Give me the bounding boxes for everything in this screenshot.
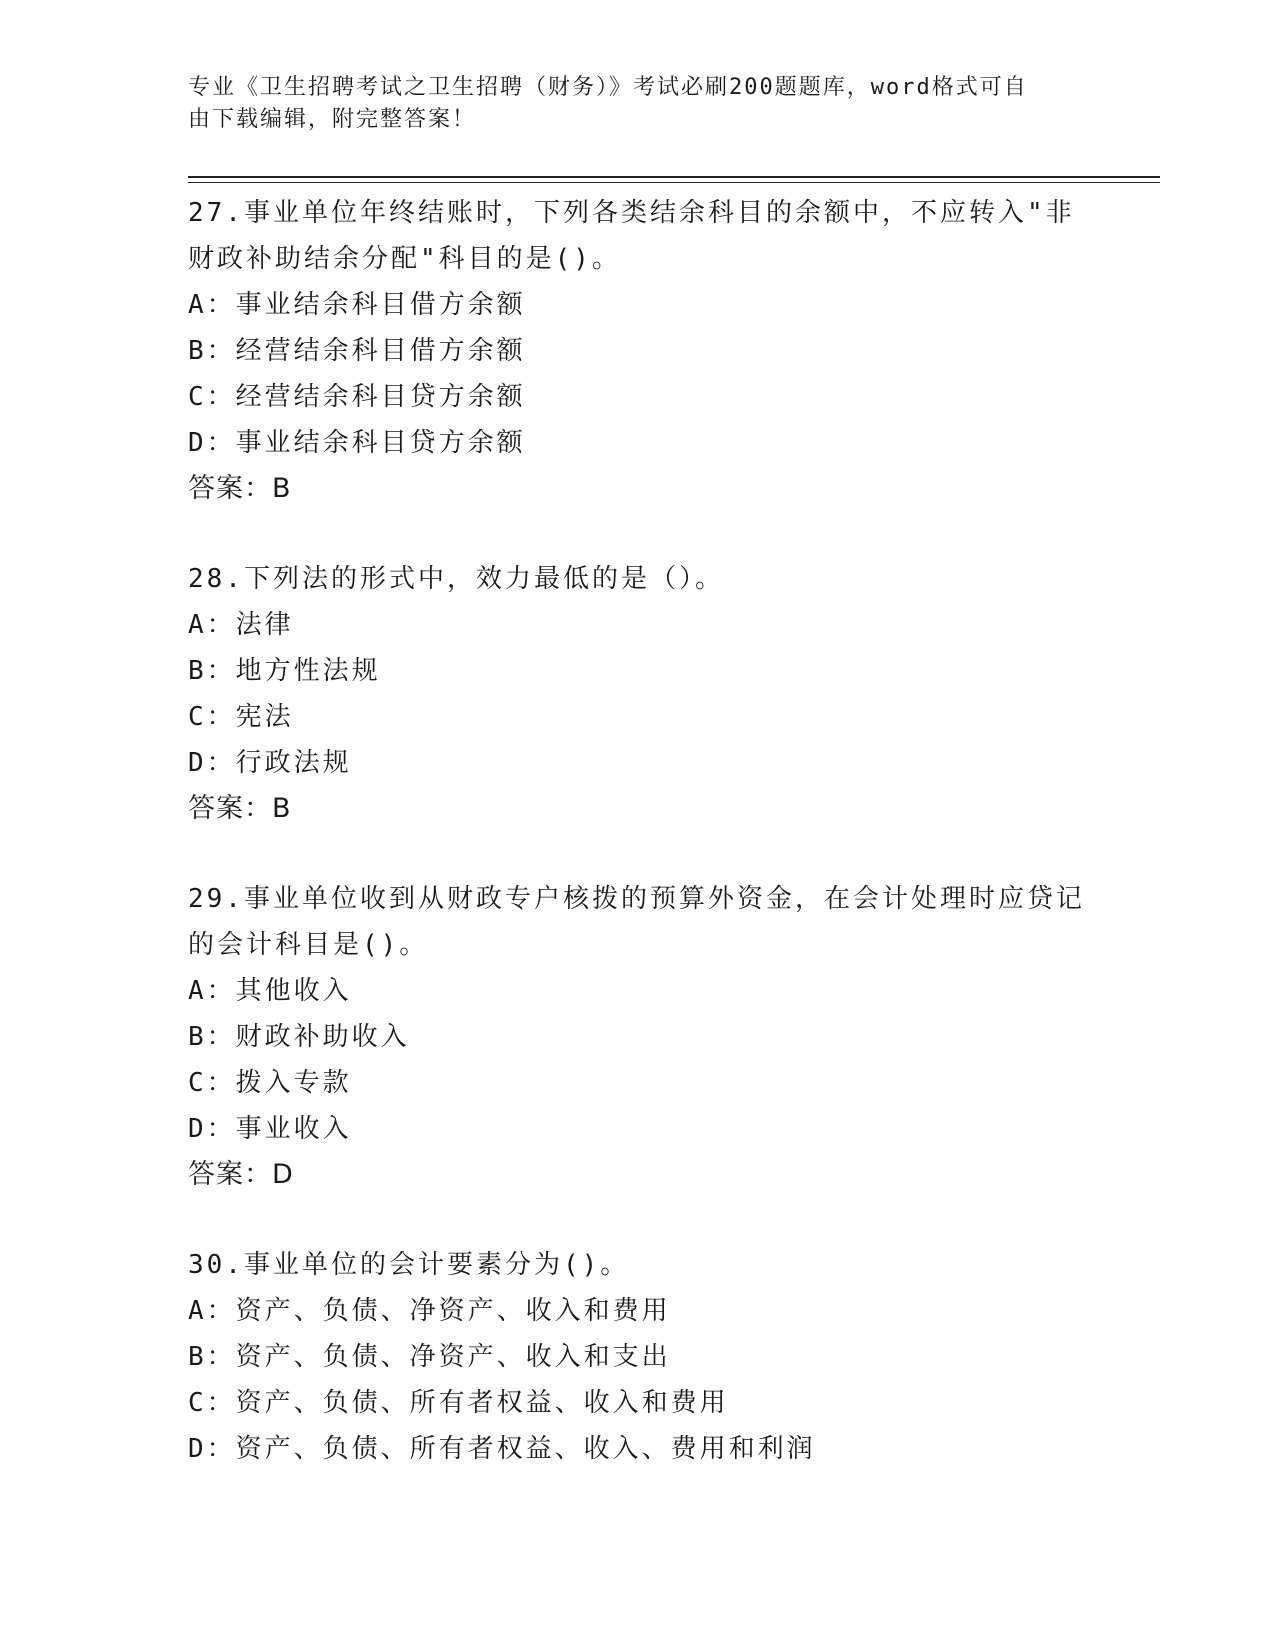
option-c: C：宪法 bbox=[188, 702, 294, 732]
question-stem-line: 财政补助结余分配"科目的是()。 bbox=[188, 244, 621, 274]
option-a: A：其他收入 bbox=[188, 976, 352, 1006]
header-line-1: 专业《卫生招聘考试之卫生招聘（财务）》考试必刷200题题库，word格式可自 bbox=[188, 75, 1028, 100]
option-b: B：财政补助收入 bbox=[188, 1022, 410, 1052]
option-b: B：经营结余科目借方余额 bbox=[188, 336, 526, 366]
option-c: C：资产、负债、所有者权益、收入和费用 bbox=[188, 1388, 729, 1418]
option-b: B：资产、负债、净资产、收入和支出 bbox=[188, 1342, 671, 1372]
option-d: D：事业结余科目贷方余额 bbox=[188, 428, 526, 458]
question-27 bbox=[188, 190, 1088, 512]
answer-text: 答案：B bbox=[188, 473, 292, 504]
question-stem-line: 30.事业单位的会计要素分为()。 bbox=[188, 1250, 630, 1280]
option-d: D：资产、负债、所有者权益、收入、费用和利润 bbox=[188, 1434, 816, 1464]
option-d: D：事业收入 bbox=[188, 1114, 352, 1144]
question-stem-line: 28.下列法的形式中，效力最低的是（）。 bbox=[188, 564, 724, 594]
document-header bbox=[188, 72, 1068, 136]
answer-text: 答案：B bbox=[188, 793, 292, 824]
option-c: C：经营结余科目贷方余额 bbox=[188, 382, 526, 412]
option-d: D：行政法规 bbox=[188, 748, 352, 778]
option-c: C：拨入专款 bbox=[188, 1068, 352, 1098]
option-a: A：法律 bbox=[188, 610, 294, 640]
option-a: A：事业结余科目借方余额 bbox=[188, 290, 526, 320]
question-28 bbox=[188, 556, 1088, 832]
answer-text: 答案：D bbox=[188, 1159, 294, 1190]
header-line-2: 由下载编辑，附完整答案！ bbox=[188, 107, 477, 132]
question-29 bbox=[188, 876, 1088, 1198]
option-a: A：资产、负债、净资产、收入和费用 bbox=[188, 1296, 671, 1326]
question-stem-line: 29.事业单位收到从财政专户核拨的预算外资金，在会计处理时应贷记 bbox=[188, 884, 1085, 914]
header-divider-thin bbox=[188, 182, 1160, 183]
question-stem-line: 27.事业单位年终结账时，下列各类结余科目的余额中，不应转入"非 bbox=[188, 198, 1075, 228]
option-b: B：地方性法规 bbox=[188, 656, 381, 686]
header-divider-thick bbox=[188, 176, 1160, 178]
question-stem-line: 的会计科目是()。 bbox=[188, 930, 429, 960]
question-list bbox=[188, 190, 1088, 1516]
question-30 bbox=[188, 1242, 1088, 1472]
